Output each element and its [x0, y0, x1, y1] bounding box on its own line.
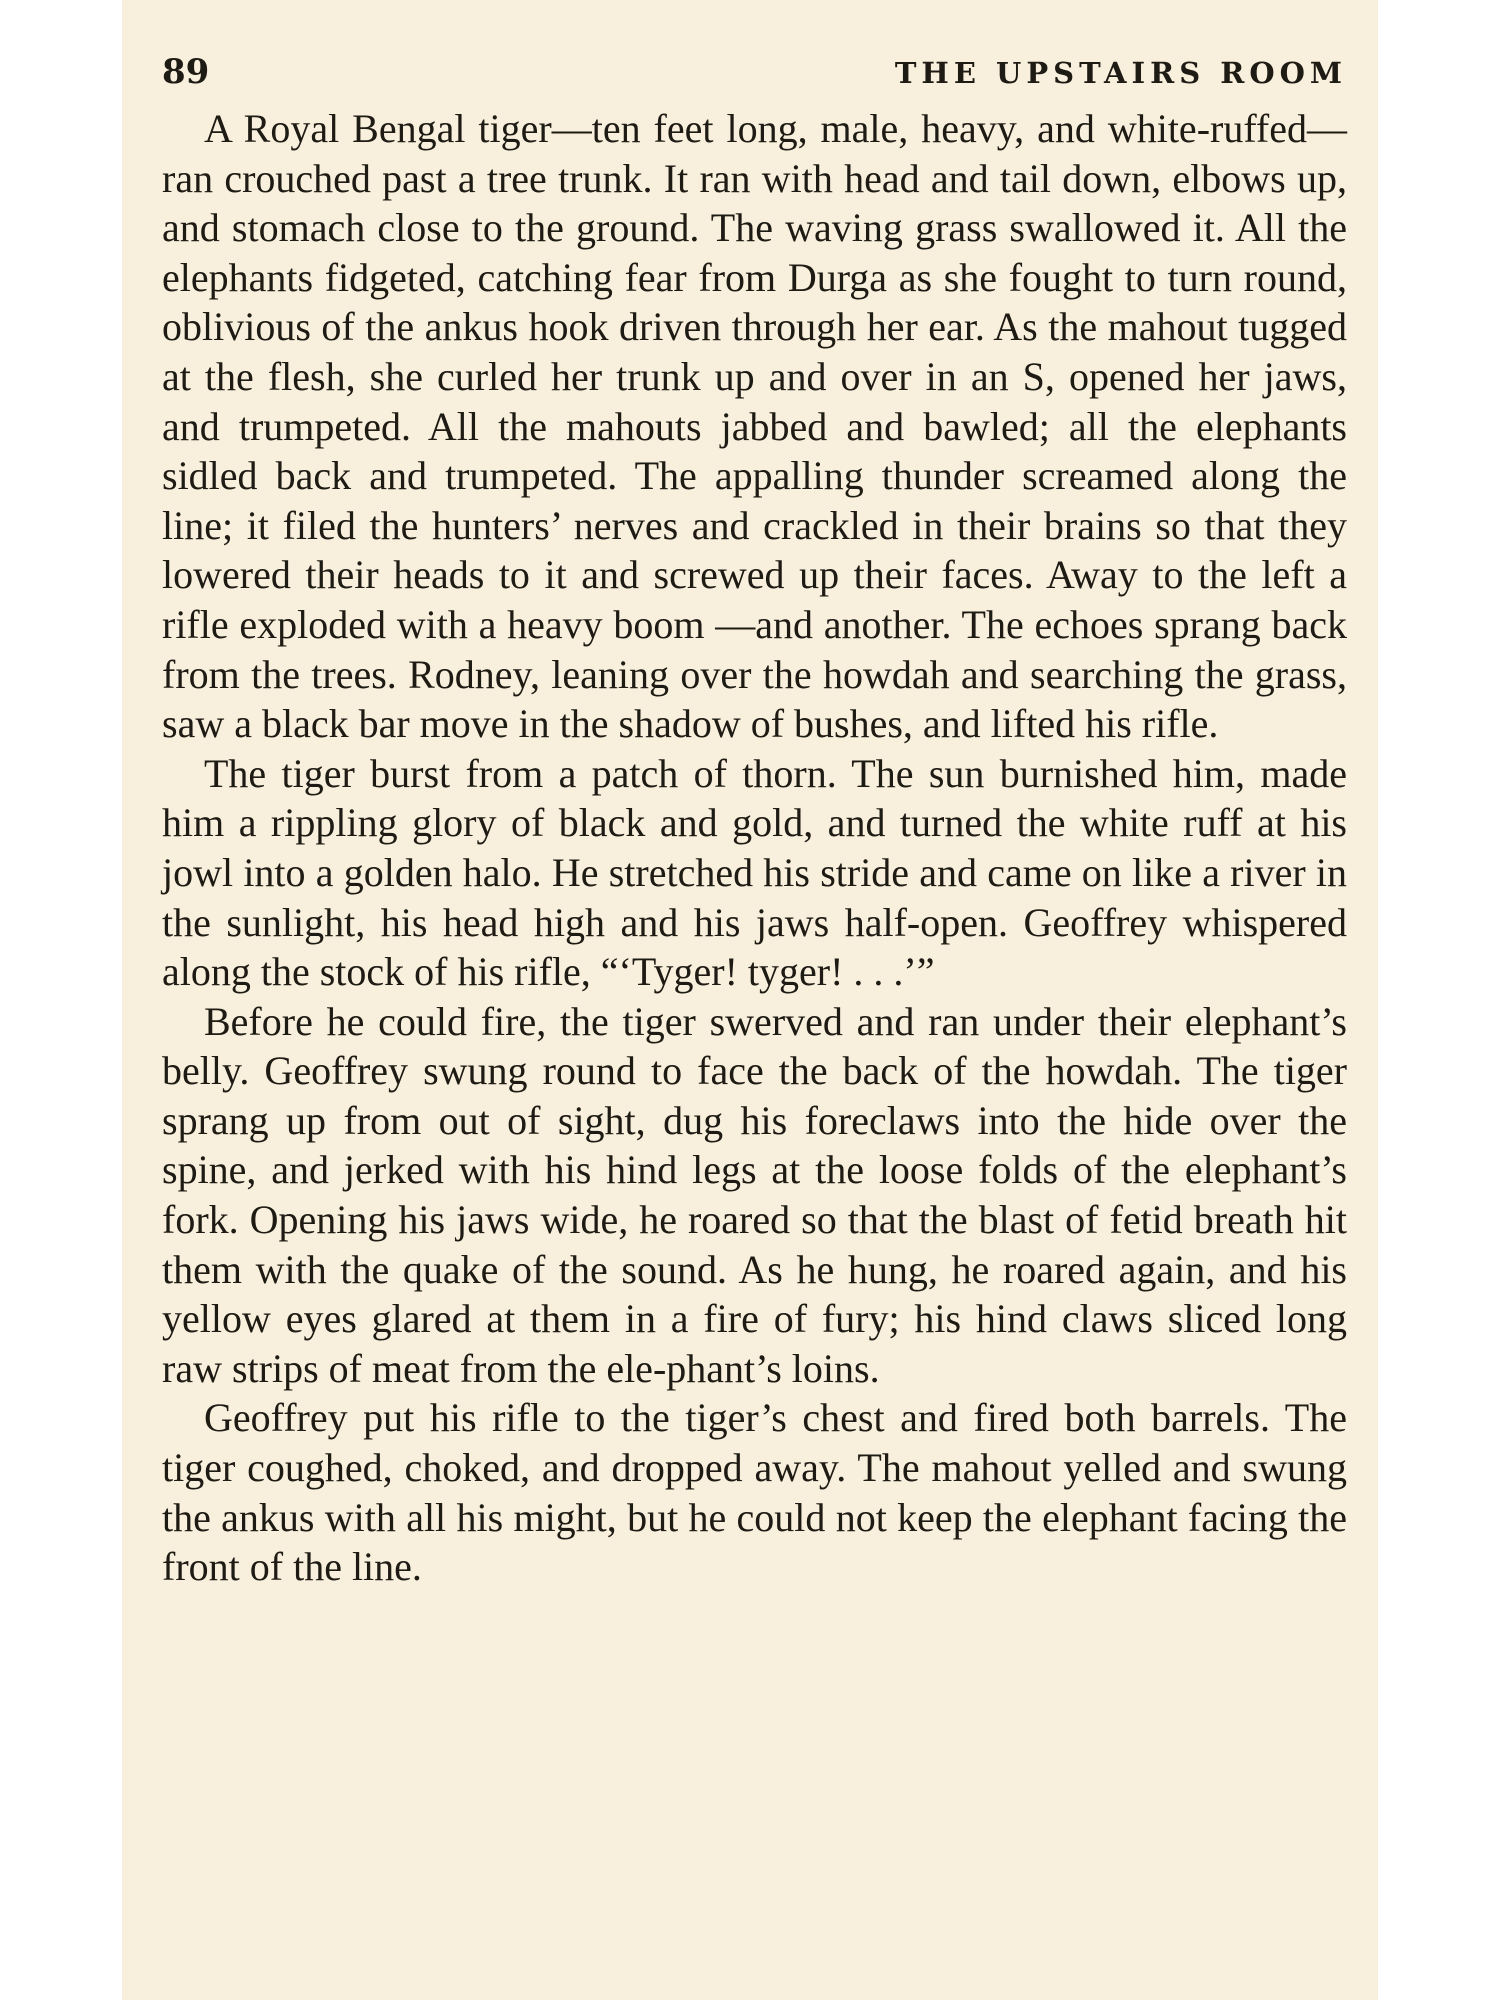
book-page — [122, 0, 1378, 2000]
paragraph: A Royal Bengal tiger—ten feet long, male, heavy, and white-ruffed—ran crouched past a tree trunk. It ran with head and tail down, elbows up, and stomach close to the ground. The waving grass swallowed it. All the elephants fidgeted, catching fear from Durga as she fought to turn round, oblivious of the ankus hook driven through her ear. As the mahout tugged at the flesh, she curled her trunk up and over in an S, opened her jaws, and trumpeted. All the mahouts jabbed and bawled; all the elephants sidled back and trumpeted. The appalling thunder screamed along the line; it filed the hunters’ nerves and crackled in their brains so that they lowered their heads to it and screwed up their faces. Away to the left a rifle exploded with a heavy boom —and another. The echoes sprang back from the trees. Rodney, leaning over the howdah and searching the grass, saw a black bar move in the shadow of bushes, and lifted his rifle. — [162, 106, 1347, 747]
paragraph: Before he could fire, the tiger swerved and ran under their elephant’s belly. Geoffrey swung round to face the back of the howdah. The tiger sprang up from out of sight, dug his foreclaws into the hide over the spine, and jerked with his hind legs at the loose folds of the elephant’s fork. Opening his jaws wide, he roared so that the blast of fetid breath hit them with the quake of the sound. As he hung, he roared again, and his yellow eyes glared at them in a fire of fury; his hind claws sliced long raw strips of meat from the ele-phant’s loins. — [162, 998, 1347, 1391]
paragraph: Geoffrey put his rifle to the tiger’s chest and fired both barrels. The tiger coughed, choked, and dropped away. The mahout yelled and swung the ankus with all his might, but he could not keep the elephant facing the front of the line. — [162, 1395, 1347, 1590]
running-title: THE UPSTAIRS ROOM — [894, 56, 1347, 90]
page-number: 89 — [162, 52, 210, 92]
body-text — [162, 104, 1347, 1592]
running-head — [162, 52, 1347, 96]
paragraph: The tiger burst from a patch of thorn. The sun burnished him, made him a rippling glory of black and gold, and turned the white ruff at his jowl into a golden halo. He stretched his stride and came on like a river in the sunlight, his head high and his jaws half-open. Geoffrey whispered along the stock of his rifle, “‘Tyger! tyger! . . .’” — [162, 750, 1347, 995]
